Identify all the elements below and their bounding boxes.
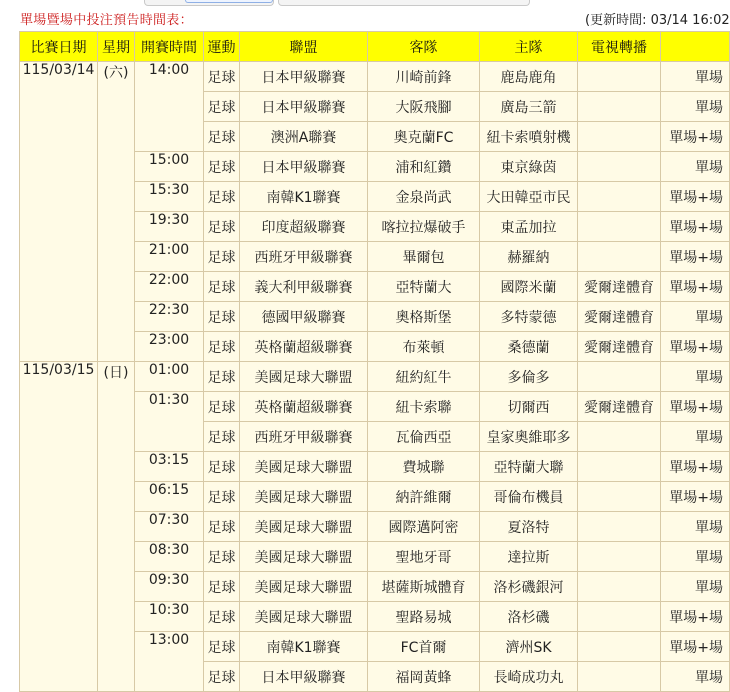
sport-cell: 足球 — [204, 662, 240, 692]
start-time-cell: 13:00 — [135, 632, 204, 692]
league-cell: 義大利甲級聯賽 — [240, 272, 368, 302]
bet-type-cell: 單場+場 — [661, 332, 730, 362]
away-team-cell: 聖路易城 — [368, 602, 480, 632]
column-header-league: 聯盟 — [240, 32, 368, 62]
sport-cell: 足球 — [204, 212, 240, 242]
league-cell: 印度超級聯賽 — [240, 212, 368, 242]
away-team-cell: 福岡黃蜂 — [368, 662, 480, 692]
column-header-date: 比賽日期 — [20, 32, 98, 62]
start-time-cell: 09:30 — [135, 572, 204, 602]
weekday-cell: (六) — [98, 62, 135, 362]
sport-cell: 足球 — [204, 302, 240, 332]
start-time-cell: 03:15 — [135, 452, 204, 482]
sport-cell: 足球 — [204, 542, 240, 572]
home-team-cell: 達拉斯 — [480, 542, 578, 572]
league-cell: 西班牙甲級聯賽 — [240, 242, 368, 272]
table-header-row — [20, 32, 730, 62]
bet-type-cell: 單場+場 — [661, 482, 730, 512]
league-cell: 美國足球大聯盟 — [240, 482, 368, 512]
sport-cell: 足球 — [204, 182, 240, 212]
start-time-cell: 19:30 — [135, 212, 204, 242]
browser-tab[interactable] — [278, 0, 530, 6]
away-team-cell: 川崎前鋒 — [368, 62, 480, 92]
tv-channel-cell: 愛爾達體育 — [578, 302, 661, 332]
start-time-cell: 22:00 — [135, 272, 204, 302]
match-date-cell: 115/03/14 — [20, 62, 98, 362]
start-time-cell: 08:30 — [135, 542, 204, 572]
league-cell: 美國足球大聯盟 — [240, 602, 368, 632]
home-team-cell: 大田韓亞市民 — [480, 182, 578, 212]
start-time-cell: 10:30 — [135, 602, 204, 632]
away-team-cell: 喀拉拉爆破手 — [368, 212, 480, 242]
home-team-cell: 長崎成功丸 — [480, 662, 578, 692]
start-time-cell: 15:00 — [135, 152, 204, 182]
league-cell: 美國足球大聯盟 — [240, 572, 368, 602]
home-team-cell: 洛杉磯 — [480, 602, 578, 632]
home-team-cell: 東京綠茵 — [480, 152, 578, 182]
bet-type-cell: 單場 — [661, 512, 730, 542]
sport-cell: 足球 — [204, 152, 240, 182]
bet-type-cell: 單場 — [661, 422, 730, 452]
column-header-weekday: 星期 — [98, 32, 135, 62]
match-date-cell: 115/03/15 — [20, 362, 98, 692]
home-team-cell: 皇家奧維耶多 — [480, 422, 578, 452]
home-team-cell: 多特蒙德 — [480, 302, 578, 332]
bet-type-cell: 單場 — [661, 152, 730, 182]
home-team-cell: 多倫多 — [480, 362, 578, 392]
league-cell: 英格蘭超級聯賽 — [240, 332, 368, 362]
away-team-cell: 紐約紅牛 — [368, 362, 480, 392]
league-cell: 日本甲級聯賽 — [240, 62, 368, 92]
bet-type-cell: 單場 — [661, 662, 730, 692]
home-team-cell: 紐卡索噴射機 — [480, 122, 578, 152]
away-team-cell: 金泉尚武 — [368, 182, 480, 212]
away-team-cell: 費城聯 — [368, 452, 480, 482]
column-header-start-time: 開賽時間 — [135, 32, 204, 62]
tv-channel-cell — [578, 182, 661, 212]
bet-type-cell: 單場 — [661, 542, 730, 572]
league-cell: 美國足球大聯盟 — [240, 362, 368, 392]
home-team-cell: 洛杉磯銀河 — [480, 572, 578, 602]
column-header-home-team: 主隊 — [480, 32, 578, 62]
league-cell: 美國足球大聯盟 — [240, 542, 368, 572]
tv-channel-cell — [578, 62, 661, 92]
home-team-cell: 濟州SK — [480, 632, 578, 662]
away-team-cell: 納許維爾 — [368, 482, 480, 512]
home-team-cell: 哥倫布機員 — [480, 482, 578, 512]
league-cell: 西班牙甲級聯賽 — [240, 422, 368, 452]
bet-type-cell: 單場 — [661, 302, 730, 332]
bet-type-cell: 單場+場 — [661, 392, 730, 422]
sport-cell: 足球 — [204, 362, 240, 392]
column-header-bet-type — [661, 32, 730, 62]
tv-channel-cell: 愛爾達體育 — [578, 332, 661, 362]
tv-channel-cell — [578, 92, 661, 122]
league-cell: 德國甲級聯賽 — [240, 302, 368, 332]
start-time-cell: 01:00 — [135, 362, 204, 392]
sport-cell: 足球 — [204, 92, 240, 122]
away-team-cell: 畢爾包 — [368, 242, 480, 272]
sport-cell: 足球 — [204, 422, 240, 452]
column-header-tv: 電視轉播 — [578, 32, 661, 62]
sport-cell: 足球 — [204, 602, 240, 632]
sport-cell: 足球 — [204, 272, 240, 302]
tv-channel-cell — [578, 422, 661, 452]
sport-cell: 足球 — [204, 62, 240, 92]
away-team-cell: 大阪飛腳 — [368, 92, 480, 122]
bet-type-cell: 單場+場 — [661, 182, 730, 212]
column-header-away-team: 客隊 — [368, 32, 480, 62]
bet-type-cell: 單場 — [661, 572, 730, 602]
start-time-cell: 07:30 — [135, 512, 204, 542]
bet-type-cell: 單場+場 — [661, 212, 730, 242]
tv-channel-cell — [578, 602, 661, 632]
away-team-cell: 瓦倫西亞 — [368, 422, 480, 452]
bet-type-cell: 單場 — [661, 62, 730, 92]
tv-channel-cell — [578, 512, 661, 542]
league-cell: 英格蘭超級聯賽 — [240, 392, 368, 422]
sport-cell: 足球 — [204, 392, 240, 422]
league-cell: 美國足球大聯盟 — [240, 512, 368, 542]
home-team-cell: 國際米蘭 — [480, 272, 578, 302]
sport-cell: 足球 — [204, 122, 240, 152]
league-cell: 日本甲級聯賽 — [240, 152, 368, 182]
start-time-cell: 01:30 — [135, 392, 204, 452]
league-cell: 日本甲級聯賽 — [240, 92, 368, 122]
away-team-cell: 聖地牙哥 — [368, 542, 480, 572]
sport-cell: 足球 — [204, 332, 240, 362]
league-cell: 澳洲A聯賽 — [240, 122, 368, 152]
tv-channel-cell — [578, 572, 661, 602]
start-time-cell: 14:00 — [135, 62, 204, 152]
tv-channel-cell — [578, 362, 661, 392]
home-team-cell: 切爾西 — [480, 392, 578, 422]
start-time-cell: 15:30 — [135, 182, 204, 212]
start-time-cell: 21:00 — [135, 242, 204, 272]
tv-channel-cell — [578, 542, 661, 572]
league-cell: 美國足球大聯盟 — [240, 452, 368, 482]
home-team-cell: 桑德蘭 — [480, 332, 578, 362]
bet-type-cell: 單場 — [661, 92, 730, 122]
update-time: (更新時間: 03/14 16:02 — [585, 13, 730, 28]
sport-cell: 足球 — [204, 242, 240, 272]
start-time-cell: 23:00 — [135, 332, 204, 362]
away-team-cell: 奧克蘭FC — [368, 122, 480, 152]
weekday-cell: (日) — [98, 362, 135, 692]
tv-channel-cell — [578, 632, 661, 662]
bet-type-cell: 單場+場 — [661, 602, 730, 632]
tv-channel-cell — [578, 452, 661, 482]
home-team-cell: 亞特蘭大聯 — [480, 452, 578, 482]
start-time-cell: 22:30 — [135, 302, 204, 332]
tv-channel-cell — [578, 242, 661, 272]
sport-cell: 足球 — [204, 452, 240, 482]
tv-channel-cell — [578, 152, 661, 182]
bet-type-cell: 單場+場 — [661, 242, 730, 272]
league-cell: 南韓K1聯賽 — [240, 182, 368, 212]
away-team-cell: 堪薩斯城體育 — [368, 572, 480, 602]
home-team-cell: 廣島三箭 — [480, 92, 578, 122]
browser-tab[interactable] — [144, 0, 274, 6]
schedule-table — [19, 31, 730, 692]
schedule-table-container — [19, 31, 729, 692]
league-cell: 日本甲級聯賽 — [240, 662, 368, 692]
bet-type-cell: 單場+場 — [661, 122, 730, 152]
home-team-cell: 夏洛特 — [480, 512, 578, 542]
league-cell: 南韓K1聯賽 — [240, 632, 368, 662]
tv-channel-cell — [578, 482, 661, 512]
tv-channel-cell: 愛爾達體育 — [578, 392, 661, 422]
start-time-cell: 06:15 — [135, 482, 204, 512]
tv-channel-cell — [578, 662, 661, 692]
away-team-cell: 奧格斯堡 — [368, 302, 480, 332]
table-row — [20, 362, 730, 392]
tv-channel-cell — [578, 122, 661, 152]
away-team-cell: 國際邁阿密 — [368, 512, 480, 542]
browser-tab-strip — [0, 0, 720, 6]
bet-type-cell: 單場 — [661, 362, 730, 392]
away-team-cell: 紐卡索聯 — [368, 392, 480, 422]
away-team-cell: FC首爾 — [368, 632, 480, 662]
home-team-cell: 赫羅納 — [480, 242, 578, 272]
home-team-cell: 鹿島鹿角 — [480, 62, 578, 92]
sport-cell: 足球 — [204, 572, 240, 602]
bet-type-cell: 單場+場 — [661, 632, 730, 662]
active-tab-indicator — [185, 0, 273, 3]
away-team-cell: 亞特蘭大 — [368, 272, 480, 302]
sport-cell: 足球 — [204, 512, 240, 542]
away-team-cell: 布萊頓 — [368, 332, 480, 362]
away-team-cell: 浦和紅鑽 — [368, 152, 480, 182]
bet-type-cell: 單場+場 — [661, 452, 730, 482]
bet-type-cell: 單場+場 — [661, 272, 730, 302]
table-row — [20, 62, 730, 92]
tv-channel-cell — [578, 212, 661, 242]
sport-cell: 足球 — [204, 482, 240, 512]
page-title: 單場暨場中投注預告時間表： — [20, 13, 193, 28]
tv-channel-cell: 愛爾達體育 — [578, 272, 661, 302]
sport-cell: 足球 — [204, 632, 240, 662]
home-team-cell: 東孟加拉 — [480, 212, 578, 242]
schedule-body — [20, 62, 730, 692]
column-header-sport: 運動 — [204, 32, 240, 62]
